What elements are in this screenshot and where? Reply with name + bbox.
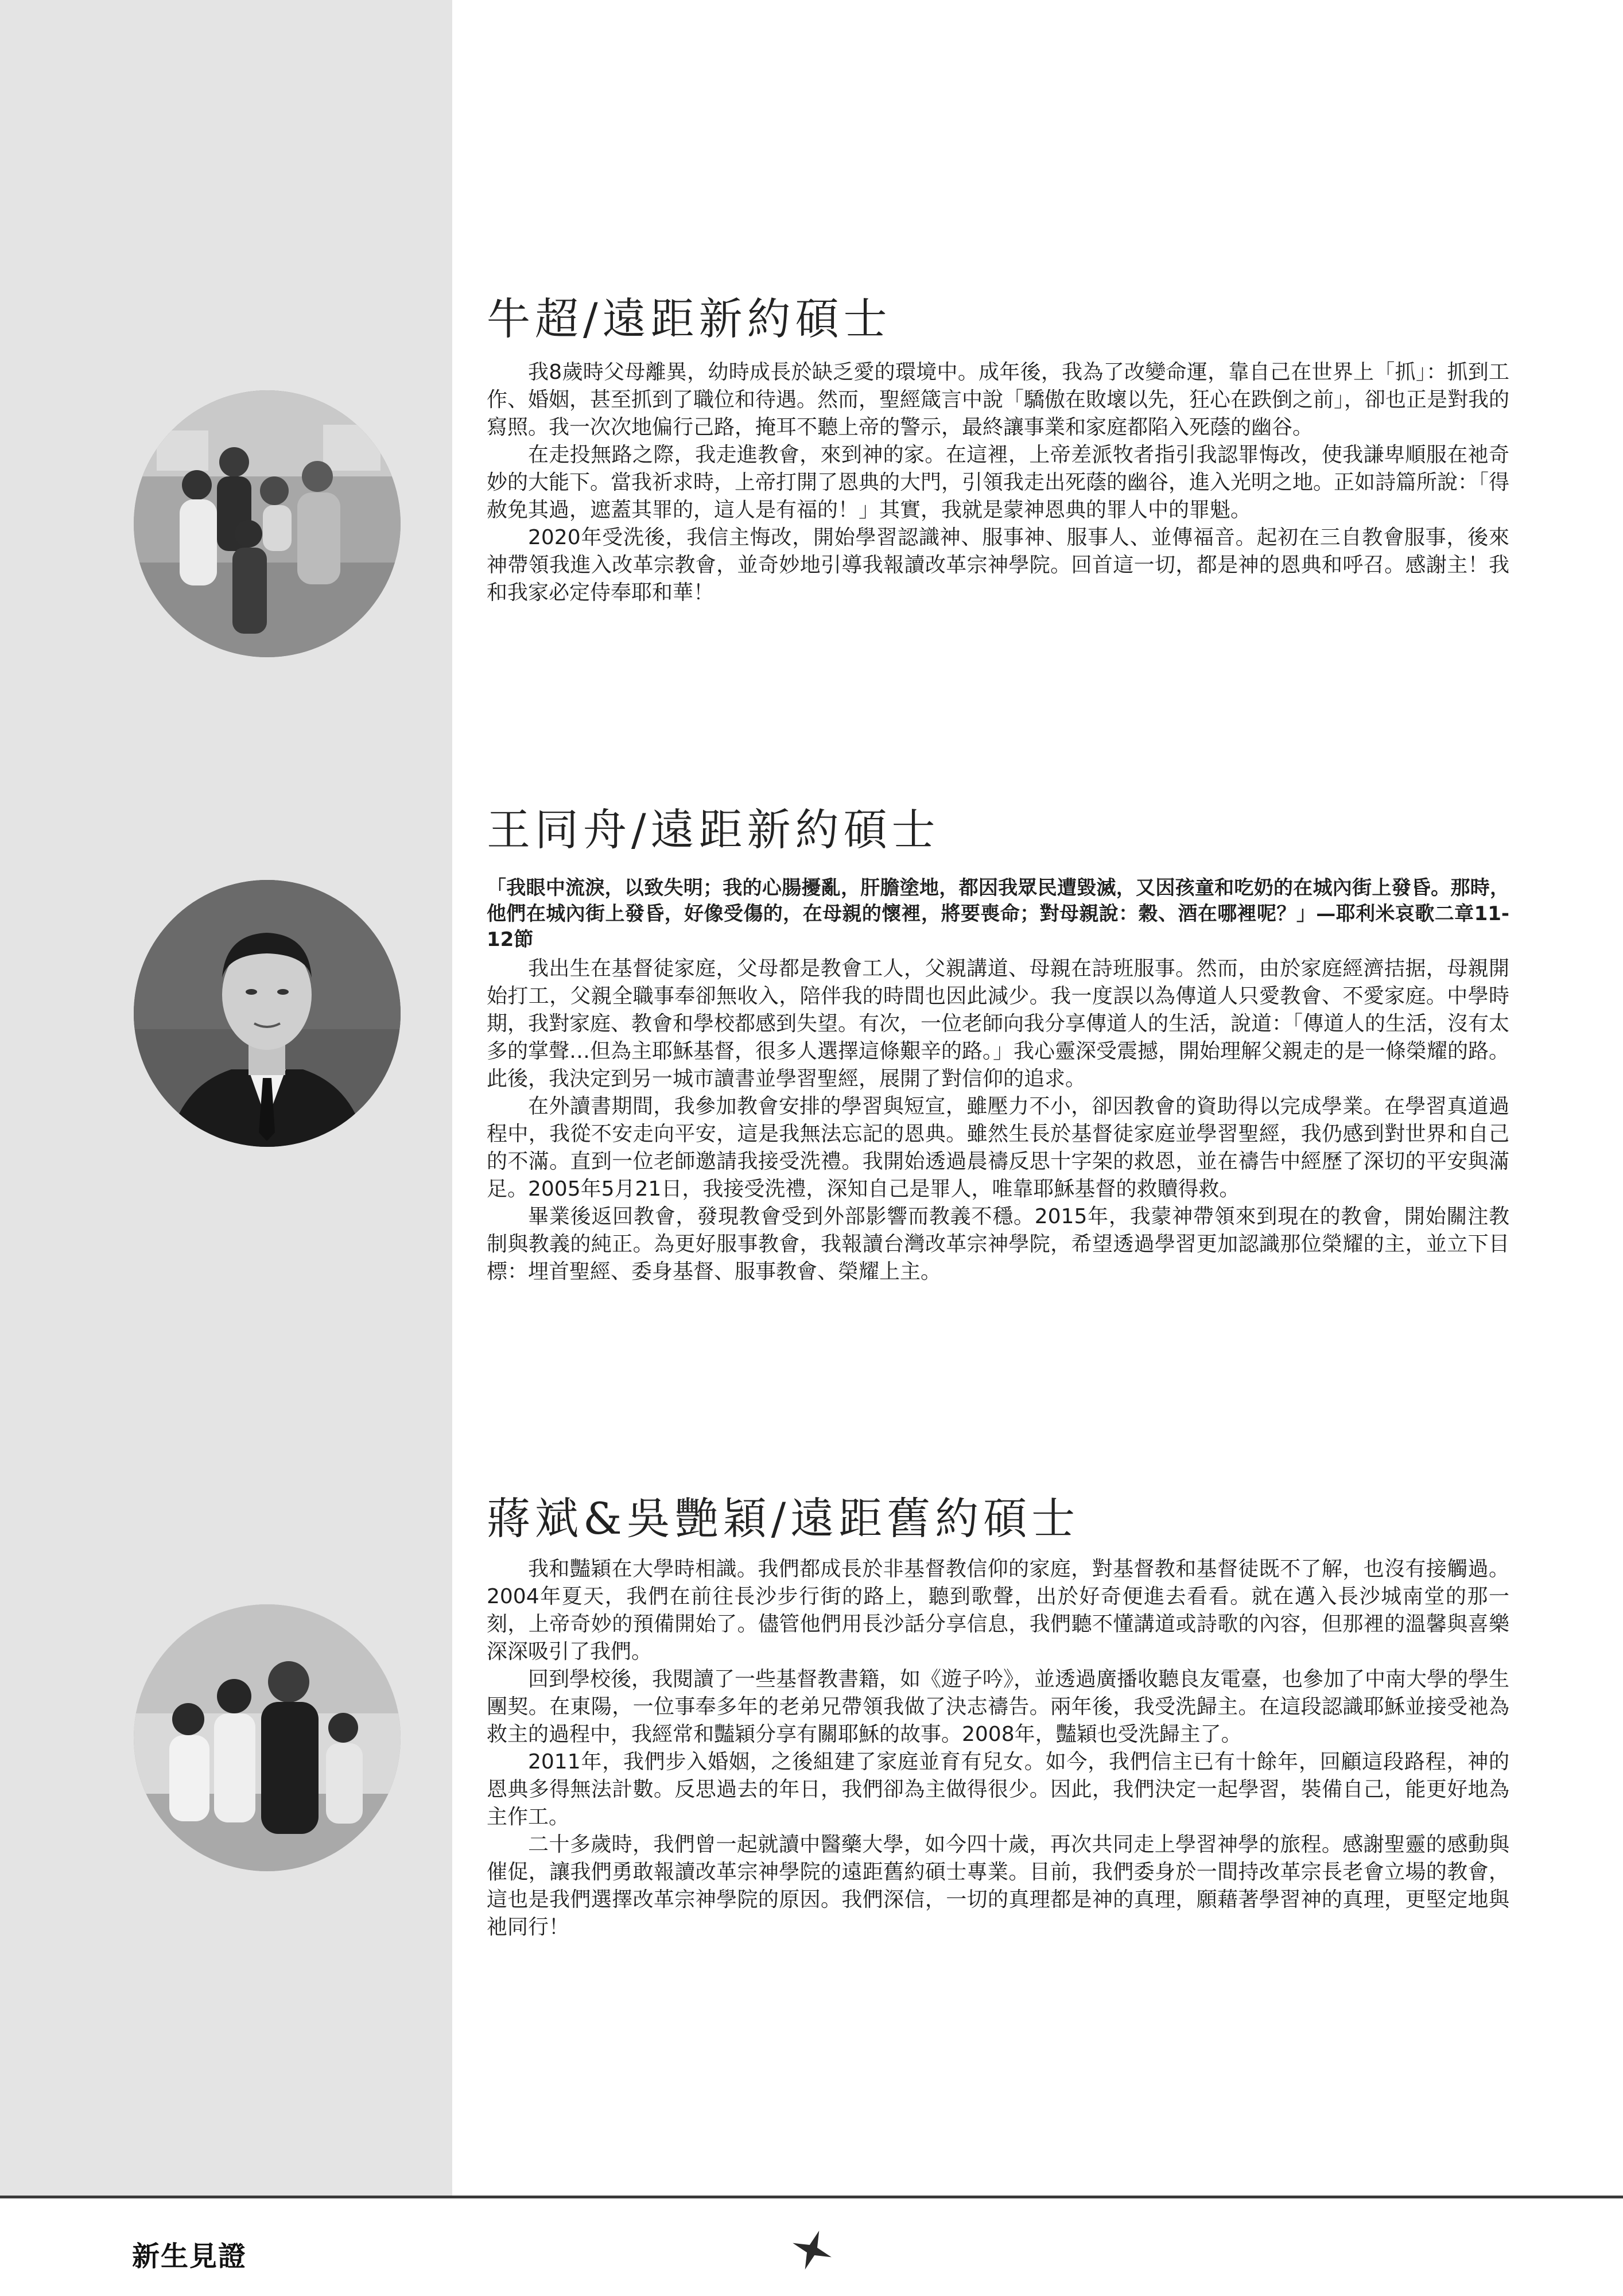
family-photo [134,390,401,657]
paragraph: 回到學校後，我閱讀了一些基督教書籍，如《遊子吟》，並透過廣播收聽良友電臺，也參加了中南大學的學生團契。在東陽，一位事奉多年的老弟兄帶領我做了決志禱告。兩年後，我受洗歸主。在這段認識耶穌並接受祂為救主的過程中，我經常和豔穎分享有關耶穌的故事。2008年，豔穎也受洗歸主了。 [487,1667,1510,1746]
paragraph: 在外讀書期間，我參加教會安排的學習與短宣，雖壓力不小，卻因教會的資助得以完成學業。在學習真道過程中，我從不安走向平安，這是我無法忘記的恩典。雖然生長於基督徒家庭並學習聖經，我仍感到對世界和自己的不滿。直到一位老師邀請我接受洗禮。我開始透過晨禱反思十字架的救恩，並在禱告中經歷了深切的平安與滿足。2005年5月21日，我接受洗禮，深知自己是罪人，唯靠耶穌基督的救贖得救。 [487,1095,1509,1201]
scripture-quote [487,875,1509,953]
paragraph: 2020年受洗後，我信主悔改，開始學習認識神、服事神、服事人、並傳福音。起初在三自教會服事，後來神帶領我進入改革宗教會，並奇妙地引導我報讀改革宗神學院。回首這一切，都是神的恩典和呼召。感謝主！我和我家必定侍奉耶和華！ [487,526,1509,604]
paragraph: 我8歲時父母離異，幼時成長於缺乏愛的環境中。成年後，我為了改變命運，靠自己在世界上「抓」：抓到工作、婚姻，甚至抓到了職位和待遇。然而，聖經箴言中說「驕傲在敗壞以先，狂心在跌倒之前」，卻也正是對我的寫照。我一次次地偏行己路，掩耳不聽上帝的警示，最終讓事業和家庭都陷入死蔭的幽谷。 [487,360,1510,439]
testimony-body [487,875,1509,1286]
paragraph: 在走投無路之際，我走進教會，來到神的家。在這裡，上帝差派牧者指引我認罪悔改，使我謙卑順服在祂奇妙的大能下。當我祈求時，上帝打開了恩典的大門，引領我走出死蔭的幽谷，進入光明之地。正如詩篇所說：「得赦免其過，遮蓋其罪的，這人是有福的！」其實，我就是蒙神恩典的罪人中的罪魁。 [487,443,1510,522]
paragraph: 2011年，我們步入婚姻，之後組建了家庭並育有兒女。如今，我們信主已有十餘年，回顧這段路程，神的恩典多得無法計數。反思過去的年日，我們卻為主做得很少。因此，我們決定一起學習，裝備自己，能更好地為主作工。 [487,1750,1509,1829]
paragraph: 二十多歲時，我們曾一起就讀中醫藥大學，如今四十歲，再次共同走上學習神學的旅程。感謝聖靈的感動與催促，讓我們勇敢報讀改革宗神學院的遠距舊約碩士專業。目前，我們委身於一間持改革宗長老會立場的教會，這也是我們選擇改革宗神學院的原因。我們深信，一切的真理都是神的真理，願藉著學習神的真理，更堅定地與祂同行！ [487,1833,1509,1939]
portrait-photo [134,880,401,1147]
testimony-title: 王同舟/遠距新約碩士 [487,804,940,855]
paragraph: 我出生在基督徒家庭，父母都是教會工人，父親講道、母親在詩班服事。然而，由於家庭經濟拮据，母親開始打工，父親全職事奉卻無收入，陪伴我的時間也因此減少。我一度誤以為傳道人只愛教會、不愛家庭。中學時期，我對家庭、教會和學校都感到失望。有次，一位老師向我分享傳道人的生活，說道：「傳道人的生活，沒有太多的掌聲…但為主耶穌基督，很多人選擇這條艱辛的路。」我心靈深受震撼，開始理解父親走的是一條榮耀的路。此後，我決定到另一城市讀書並學習聖經，展開了對信仰的追求。 [487,957,1510,1091]
testimony-body [487,359,1509,607]
paragraph: 畢業後返回教會，發現教會受到外部影響而教義不穩。2015年，我蒙神帶領來到現在的教會，開始關注教制與教義的純正。為更好服事教會，我報讀台灣改革宗神學院，希望透過學習更加認識那位榮耀的主，並立下目標：埋首聖經、委身基督、服事教會、榮耀上主。 [487,1205,1509,1283]
testimony-body [487,1556,1509,1941]
scripture-reference: —耶利米哀歌二章11-12節 [487,902,1509,951]
star-icon [789,2227,835,2273]
paragraph: 我和豔穎在大學時相識。我們都成長於非基督教信仰的家庭，對基督教和基督徒既不了解，也沒有接觸過。2004年夏天，我們在前往長沙步行街的路上，聽到歌聲，出於好奇便進去看看。就在邁入長沙城南堂的那一刻，上帝奇妙的預備開始了。儘管他們用長沙話分享信息，我們聽不懂講道或詩歌的內容，但那裡的溫馨與喜樂深深吸引了我們。 [487,1557,1509,1663]
testimony-title: 牛超/遠距新約碩士 [487,293,892,344]
family-photo [134,1604,401,1871]
footer-label: 新生見證 [132,2240,247,2272]
footer-divider [0,2196,1623,2198]
testimony-title: 蔣斌&吳艷穎/遠距舊約碩士 [487,1493,1080,1544]
scripture-text: 「我眼中流淚，以致失明；我的心腸擾亂，肝膽塗地，都因我眾民遭毀滅，又因孩童和吃奶的在城內街上發昏。那時，他們在城內街上發昏，好像受傷的，在母親的懷裡，將要喪命；對母親說：穀、酒在哪裡呢？」 [487,876,1509,925]
